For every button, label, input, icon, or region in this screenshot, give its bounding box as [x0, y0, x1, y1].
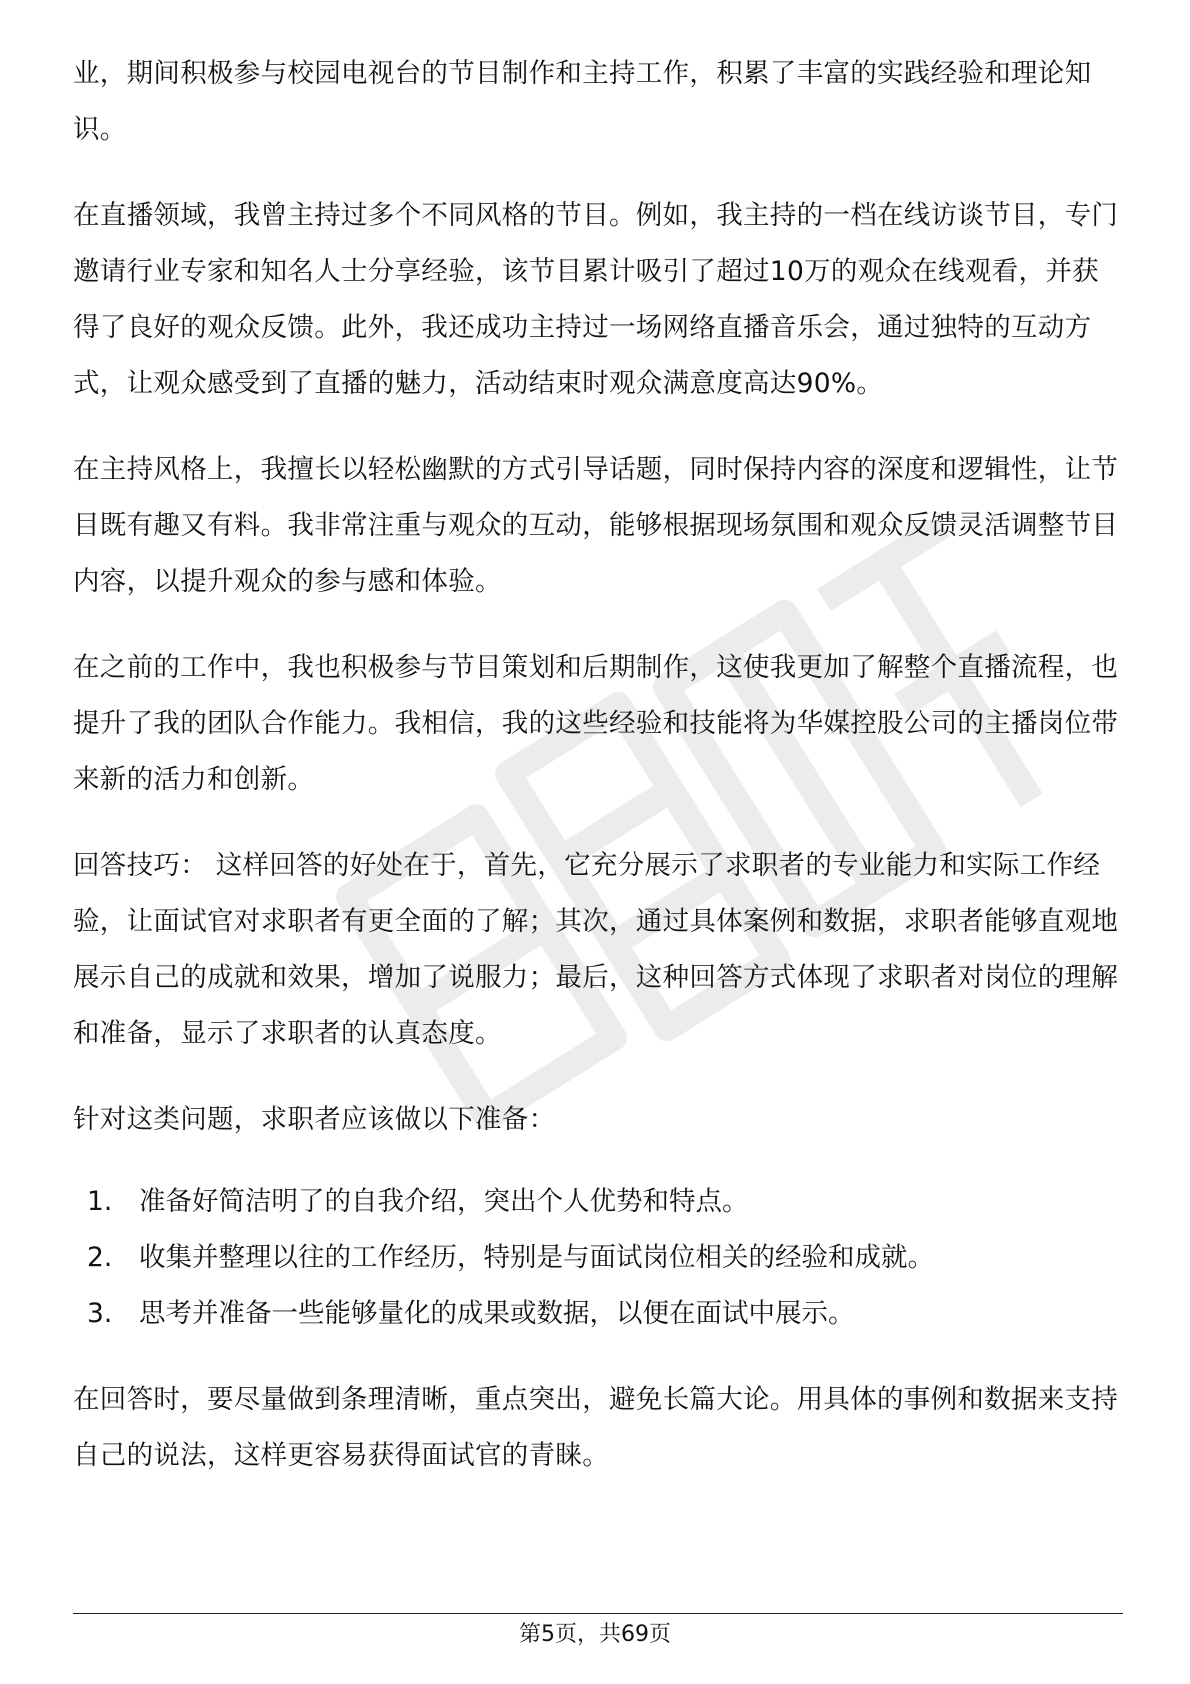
- page-number: 第5页，共69页: [519, 1622, 671, 1647]
- list-item: [73, 1286, 1123, 1342]
- preparation-list: [73, 1174, 1123, 1342]
- paragraph-live-hosting: 在直播领域，我曾主持过多个不同风格的节目。例如，我主持的一档在线访谈节目，专门邀请行业专家和知名人士分享经验，该节目累计吸引了超过10万的观众在线观看，并获得了良好的观众反馈。此外，我还成功主持过一场网络直播音乐会，通过独特的互动方式，让观众感受到了直播的魅力，活动结束时观众满意度高达90%。: [73, 200, 1119, 399]
- list-item-text: 准备好简洁明了的自我介绍，突出个人优势和特点。: [139, 1186, 749, 1217]
- list-item: [73, 1230, 1123, 1286]
- list-item-number: 3.: [87, 1298, 113, 1329]
- list-item-number: 2.: [87, 1242, 113, 1273]
- list-item: [73, 1174, 1123, 1230]
- list-item-text: 思考并准备一些能够量化的成果或数据，以便在面试中展示。: [139, 1298, 855, 1329]
- paragraph-previous-work: 在之前的工作中，我也积极参与节目策划和后期制作，这使我更加了解整个直播流程，也提升了我的团队合作能力。我相信，我的这些经验和技能将为华媒控股公司的主播岗位带来新的活力和创新。: [73, 652, 1119, 795]
- paragraph-hosting-style: 在主持风格上，我擅长以轻松幽默的方式引导话题，同时保持内容的深度和逻辑性，让节目既有趣又有料。我非常注重与观众的互动，能够根据现场氛围和观众反馈灵活调整节目内容，以提升观众的参与感和体验。: [73, 454, 1119, 597]
- list-item-text: 收集并整理以往的工作经历，特别是与面试岗位相关的经验和成就。: [139, 1242, 934, 1273]
- document-body: [73, 46, 1123, 1514]
- paragraph-education: 业，期间积极参与校园电视台的节目制作和主持工作，积累了丰富的实践经验和理论知识。: [73, 58, 1092, 145]
- footer-divider: [73, 1613, 1123, 1614]
- list-item-number: 1.: [87, 1186, 113, 1217]
- paragraph-answer-advice: 在回答时，要尽量做到条理清晰，重点突出，避免长篇大论。用具体的事例和数据来支持自己的说法，这样更容易获得面试官的青睐。: [73, 1384, 1119, 1471]
- paragraph-answer-tips: 回答技巧： 这样回答的好处在于，首先，它充分展示了求职者的专业能力和实际工作经验，让面试官对求职者有更全面的了解；其次，通过具体案例和数据，求职者能够直观地展示自己的成就和效果，增加了说服力；最后，这种回答方式体现了求职者对岗位的理解和准备，显示了求职者的认真态度。: [73, 850, 1119, 1049]
- paragraph-preparation-intro: 针对这类问题，求职者应该做以下准备：: [73, 1104, 556, 1135]
